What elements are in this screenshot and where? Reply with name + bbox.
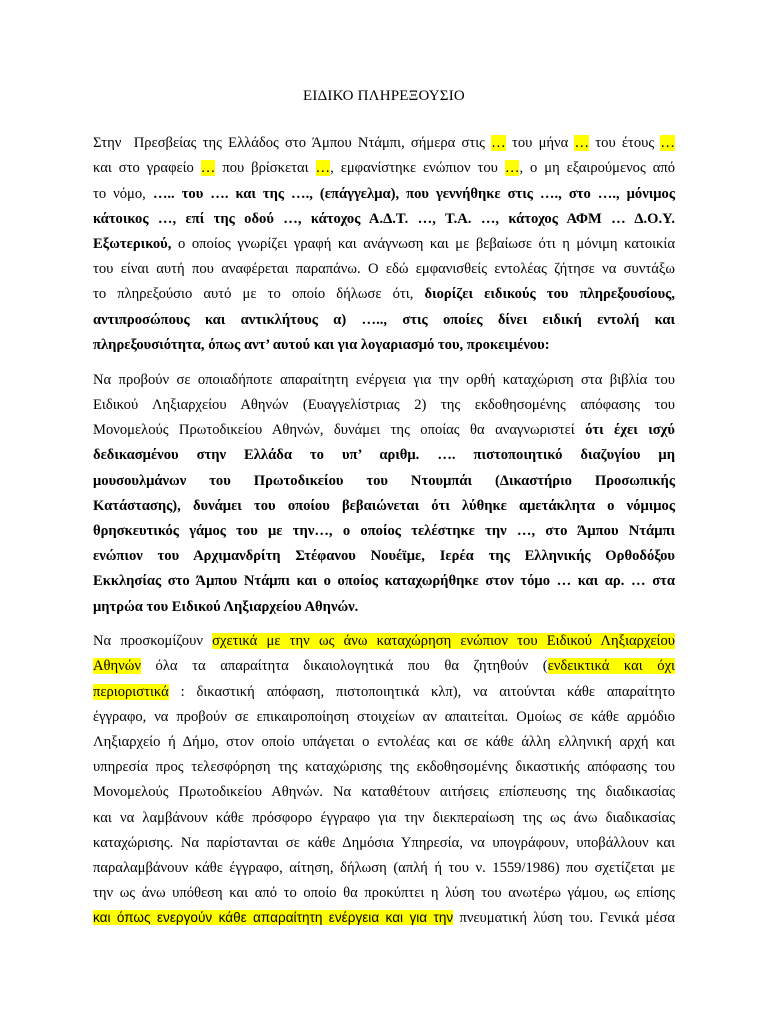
document-title: ΕΙΔΙΚΟ ΠΛΗΡΕΞΟΥΣΙΟ [303,88,465,104]
text-run: του μήνα [505,135,575,151]
text-run: Στην Πρεσβείας της Ελλάδος στο Άμπου Ντάμπι, σήμερα στις [93,135,492,151]
text-run: Μονομελούς Πρωτοδικείου Αθηνών, δυνάμει της οποίας θα αναγνωριστεί [93,422,586,438]
text-run: την ως άνω υπόθεση και από το οποίο θα προκύπτει η λύση του ανωτέρω γάμου, ως επίσης [93,885,675,901]
text-run: Εξωτερικού, [93,236,172,252]
document-line [93,756,675,778]
text-run: Μονομελούς Πρωτοδικείου Αθηνών. Να καταθέτουν αιτήσεις επίσπευσης της διαδικασίας [93,784,675,800]
text-run: υπηρεσία προς τελεσφόρηση της καταχώρισης της εκδοθησομένης δικαστικής απόφασης του [93,759,675,775]
document-line [93,706,675,728]
text-run: διορίζει ειδικούς του πληρεξουσίους, [424,286,675,302]
document-line [93,681,675,703]
text-run: του έτους [589,135,661,151]
text-run: Ληξιαρχείο ή Δήμο, στον οποίο υπάγεται ο εντολέας και σε κάθε άλλη ελληνική αρχή και [93,734,675,750]
document-line [93,807,675,829]
document-line [93,495,675,517]
document-line [93,545,675,567]
text-run: ενώπιον του Αρχιμανδρίτη Στέφανου Νουέϊμε, Ιερέα της Ελληνικής Ορθοδόξου [93,548,675,564]
text-run: του είναι αυτή που αναφέρεται παραπάνω. Ο εδώ εμφανισθείς εντολέας ζήτησε να συντάξω [93,261,675,277]
text-run: δεδικασμένου στην Ελλάδα το υπ’ αριθμ. …. πιστοποιητικό διαζυγίου μη [93,447,675,463]
document-line [93,444,675,466]
highlighted-text: … [574,135,590,151]
text-run: Να προσκομίζουν [93,633,213,649]
document-line [93,132,675,154]
text-run: μητρώα του Ειδικού Ληξιαρχείου Αθηνών. [93,599,359,615]
highlighted-text: … [660,135,675,151]
text-run: : δικαστική απόφαση, πιστοποιητικά κλπ), να αιτούνται κάθε απαραίτητο [168,684,675,700]
text-run: ο οποίος γνωρίζει γραφή και ανάγνωση και με βεβαίωσε ότι η μόνιμη κατοικία [171,236,675,252]
document-line [93,832,675,854]
document-line [93,907,675,929]
highlighted-text: … [504,160,520,176]
highlighted-text: … [315,160,331,176]
text-run: και στο γραφείο [93,160,201,176]
document-line [93,283,675,305]
text-run: Ειδικού Ληξιαρχείου Αθηνών (Ευαγγελίστριας 2) της εκδοθησομένης απόφασης του [93,397,675,413]
document-line [93,520,675,542]
text-run: έγγραφο, να προβούν σε επικαιροποίηση στοιχείων αν απαιτείται. Ομοίως σε κάθε αρμόδιο [93,709,675,725]
document-line [93,655,675,677]
text-run: ότι έχει ισχύ [585,422,675,438]
document-line [93,258,675,280]
text-run: πνευματική λύση του. Γενικά μέσα [453,910,675,926]
document-line [93,233,675,255]
text-run: μουσουλμάνων του Πρωτοδικείου του Ντουμπάι (Δικαστήριο Προσωπικής [93,473,675,489]
text-run: και να λαμβάνουν κάθε πρόσφορο έγγραφο για την διεκπεραίωση της ως άνω διαδικασίας [93,810,675,826]
text-run: θρησκευτικός γάμος του με την…, ο οποίος τελέστηκε την …, στο Άμπου Ντάμπι [93,523,675,539]
document-line [93,183,675,205]
highlighted-text: και όπως ενεργούν κάθε απαραίτητη ενέργεια και για την [93,910,454,925]
text-run: παραλαμβάνουν κάθε έγγραφο, αίτηση, δήλωση (απλή ή του ν. 1559/1986) που σχετίζεται με [93,860,675,876]
document-line [93,781,675,803]
document-line [93,334,675,356]
highlighted-text: σχετικά με την ως άνω καταχώρηση ενώπιον του Ειδικού Ληξιαρχείου [212,633,675,649]
text-run: που βρίσκεται [215,160,316,176]
text-run: το πληρεξούσιο αυτό με το οποίο δήλωσε ότι, [93,286,425,302]
text-run: κάτοικος …, επί της οδού …, κάτοχος Α.Δ.Τ. …, Τ.Α. …, κάτοχος ΑΦΜ … Δ.Ο.Υ. [93,211,675,227]
highlighted-text: Αθηνών [93,658,141,674]
document-line [93,419,675,441]
text-run: Κατάστασης), δυνάμει του οποίου βεβαιώνεται ότι λύθηκε αμετάκλητα ο νόμιμος [93,498,675,514]
text-run: πληρεξουσιότητα, όπως αντ’ αυτού και για λογαριασμό του, προκειμένου: [93,337,550,353]
document-line [93,596,675,618]
document-line [93,857,675,879]
document-line [93,630,675,652]
text-run: ….. του …. και της …., (επάγγελμα), που γεννήθηκε στις …., στο …., μόνιμος [152,186,675,202]
highlighted-text: … [491,135,506,151]
text-run: Να προβούν σε οποιαδήποτε απαραίτητη ενέργεια για την ορθή καταχώριση στα βιβλία του [93,372,675,388]
document-line [93,369,675,391]
document-line [93,470,675,492]
highlighted-text: ενδεικτικά και όχι [547,658,675,674]
document-line [93,570,675,592]
text-run: αντιπροσώπους και αντικλήτους α) ….., στις οποίες δίνει ειδική εντολή και [93,312,675,328]
text-run: Εκκλησίας στο Άμπου Ντάμπι και ο οποίος καταχωρήθηκε στον τόμο … και αρ. … στα [93,573,675,589]
document-line [93,882,675,904]
document-line [93,731,675,753]
document-line [93,394,675,416]
text-run: το νόμο, [93,186,153,202]
document-line [93,157,675,179]
text-run: καταχώρισης. Να παρίστανται σε κάθε Δημόσια Υπηρεσία, να υπογράφουν, υποβάλλουν και [93,835,675,851]
text-run: , ο μη εξαιρούμενος από [519,160,676,176]
document-line [93,208,675,230]
text-run: όλα τα απαραίτητα δικαιολογητικά που θα ζητηθούν ( [140,658,548,674]
highlighted-text: … [200,160,216,176]
text-run: , εμφανίστηκε ενώπιον του [330,160,505,176]
highlighted-text: περιοριστικά [93,684,169,700]
document-line [93,309,675,331]
